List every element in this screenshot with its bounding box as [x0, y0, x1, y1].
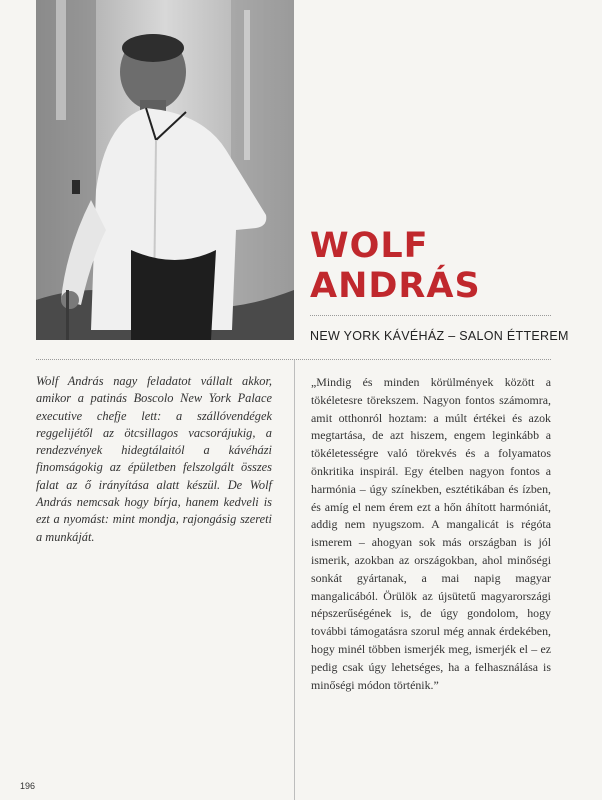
chef-name-line2: ANDRÁS — [310, 266, 481, 306]
chef-portrait-photo — [36, 0, 294, 340]
restaurant-subtitle: NEW YORK KÁVÉHÁZ – SALON ÉTTEREM — [310, 329, 569, 343]
intro-paragraph: Wolf András nagy feladatot vállalt akkor, amikor a patinás Boscolo New York Palace executive chefje lett: a szállóvendégek reggelijétől az ötcsillagos vacsorájukig, a rendezvények hidegtálaitól a kávéházi finomságokig az épületben felszolgált összes falat az ő irányítása alatt készül. De Wolf András nemcsak hogy bírja, hanem kedveli is ezt a nyomást: mint mondja, rajongásig szereti a munkáját. — [36, 374, 272, 544]
column-divider — [294, 360, 295, 800]
chef-name-heading — [310, 226, 481, 306]
chef-name-line1: WOLF — [310, 226, 429, 266]
page-number: 196 — [20, 781, 36, 791]
chef-quote: „Mindig és minden körülmények között a tökéletesre törekszem. Nagyon fontos számomra, amit otthonról hoztam: a múlt értékei és azok megtartása, de azt hiszem, engem leginkább a tökéletességre való törekvés és a folyamatos önkritika inspirál. Egy ételben nagyon fontos a harmónia – úgy színekben, esztétikában és ízben, és amíg el nem érem ezt a hőn áhított harmóniát, addig nem nyugszom. A mangalicát is régóta ismerem – ahogyan sok más országban is jól ismerik, azokban az országokban, ahol minőségi sonkát gyártanak, a mai napig magyar mangalicából. Örülök az újsütetű magyarországi népszerűségének is, de úgy gondolom, hogy további támogatásra szorul még annak érdekében, hogy minél többen ismerjék meg, ismerjék el – ez pedig csak úgy lehetséges, ha a felhasználása is minőségi módon történik.” — [311, 375, 551, 692]
dotted-divider — [310, 315, 551, 316]
